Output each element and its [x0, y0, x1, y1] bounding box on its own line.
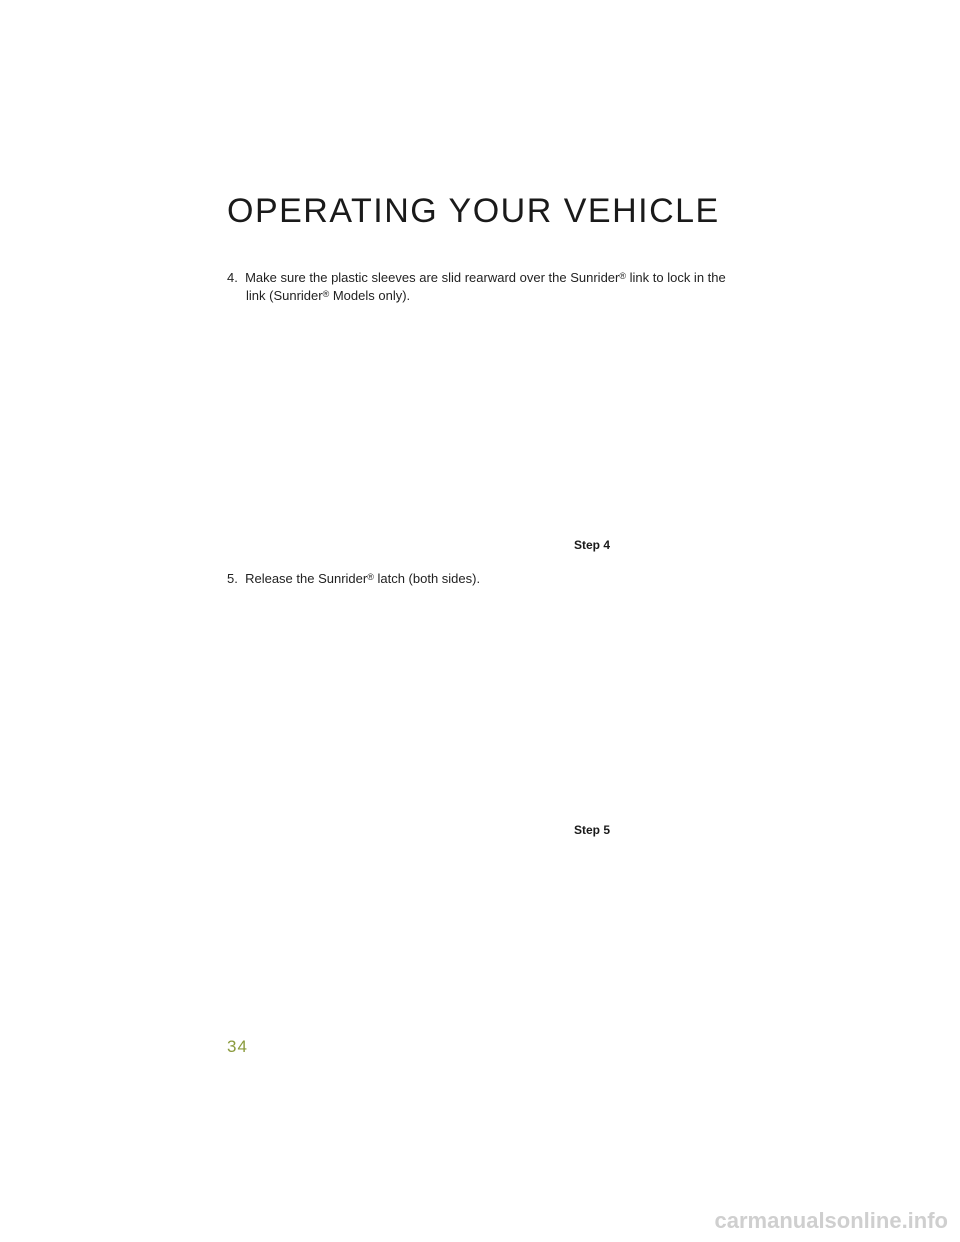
step-5-text-a: Release the Sunrider [245, 571, 368, 586]
step-4-number: 4. [227, 270, 238, 285]
step-4-text-a: Make sure the plastic sleeves are slid rearward over the Sunrider [245, 270, 620, 285]
registered-mark: ® [619, 271, 627, 281]
step-4-caption: Step 4 [574, 538, 611, 552]
footer-watermark: carmanualsonline.info [714, 1208, 948, 1233]
registered-mark: ® [367, 572, 374, 582]
registered-mark: ® [322, 289, 330, 299]
step-5-text [227, 570, 746, 588]
step-5-figure [227, 600, 727, 818]
step-4-text-b: link to lock in the link (Sunrider [246, 270, 726, 303]
step-4-text [227, 269, 746, 305]
page-number: 34 [227, 1037, 248, 1056]
step-5-number: 5. [227, 571, 238, 586]
step-5-caption: Step 5 [574, 823, 611, 837]
section-title: OPERATING YOUR VEHICLE [227, 192, 720, 230]
step-4-figure [227, 312, 727, 534]
step-5-text-b: latch (both sides). [373, 571, 481, 586]
step-4-text-c: Models only). [329, 288, 411, 303]
